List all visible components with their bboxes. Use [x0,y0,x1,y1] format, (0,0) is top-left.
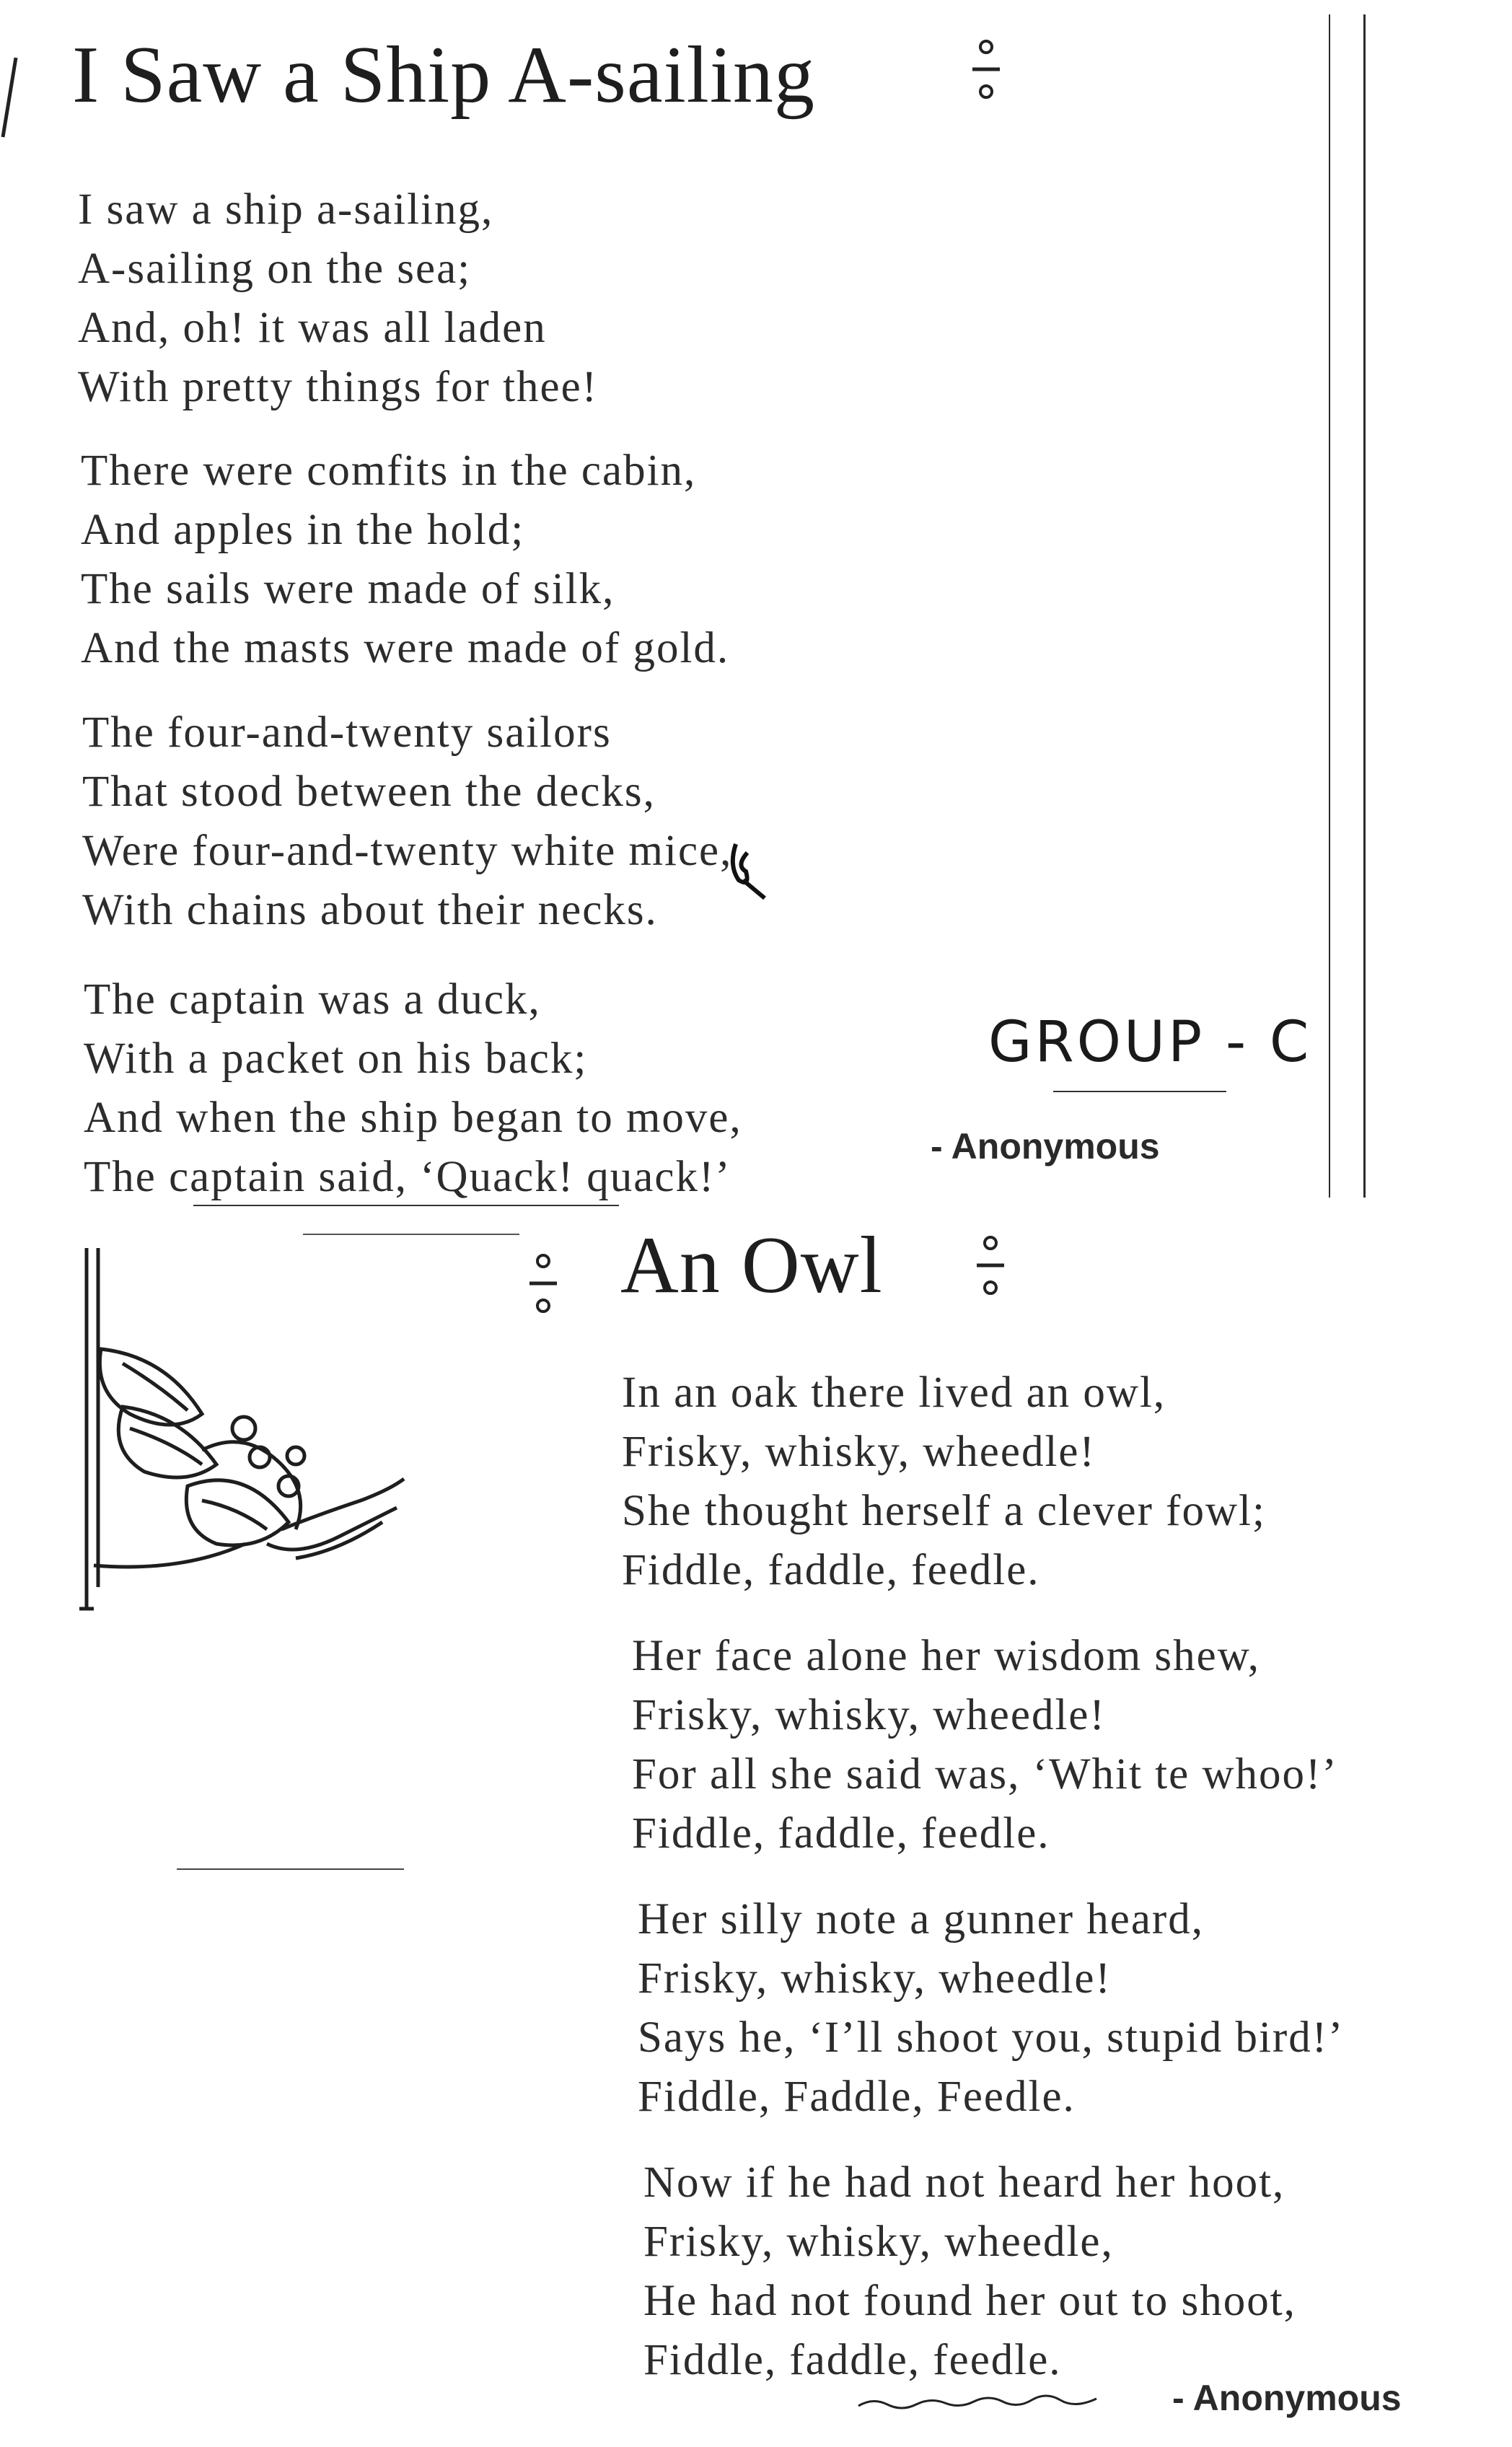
poem1-stanza-3 [82,703,732,940]
handwritten-group-annotation: GROUP - C [988,1010,1312,1075]
poem-line: Frisky, whisky, wheedle! [632,1691,1106,1739]
poem-line: Fiddle, faddle, feedle. [622,1546,1040,1594]
poem-line: Now if he had not heard her hoot, [643,2158,1285,2207]
poem2-author: - Anonymous [1172,2378,1402,2418]
poem-line: He had not found her out to shoot, [643,2277,1296,2325]
poem-line: Frisky, whisky, wheedle! [622,1428,1096,1476]
right-border-rule-outer [1363,14,1366,1198]
poem-line: And, oh! it was all laden [78,304,547,352]
poem2-stanza-3 [638,1890,1344,2127]
poem-line: Her face alone her wisdom shew, [632,1632,1261,1680]
underline-mark-2 [303,1234,519,1235]
poem-line: In an oak there lived an owl, [622,1369,1166,1417]
poem-line: With pretty things for thee! [78,363,598,411]
underline-mark [193,1205,619,1206]
handwritten-wavy-underline [858,2391,1104,2413]
poem2-stanza-4 [643,2153,1296,2390]
divider-ornament-icon [972,1234,1008,1299]
poem-line: Her silly note a gunner heard, [638,1895,1204,1943]
poem-line: Were four-and-twenty white mice, [82,827,733,875]
poem-line: Fiddle, Faddle, Feedle. [638,2073,1076,2121]
poem2-stanza-2 [632,1627,1338,1863]
right-border-rule-inner [1329,14,1330,1198]
poem-line: Frisky, whisky, wheedle, [643,2218,1114,2266]
poem-line: And when the ship began to move, [84,1094,742,1142]
poem-line: That stood between the decks, [82,768,656,816]
poem-line: She thought herself a clever fowl; [622,1487,1266,1535]
poem1-title: I Saw a Ship A-sailing [72,30,815,120]
poem-line: Fiddle, faddle, feedle. [643,2336,1062,2384]
poem-line: A-sailing on the sea; [78,245,472,293]
poem-line: Says he, ‘I’ll shoot you, stupid bird!’ [638,2013,1345,2062]
poem2-title: An Owl [620,1221,883,1310]
poem-line: Frisky, whisky, wheedle! [638,1954,1112,2003]
poem-line: With a packet on his back; [84,1034,588,1083]
poem-line: I saw a ship a-sailing, [78,185,494,234]
leaf-corner-ornament-icon [79,1248,426,1616]
poem-line: The four-and-twenty sailors [82,708,612,757]
poem-line: And the masts were made of gold. [81,624,730,672]
poem-line: There were comfits in the cabin, [81,447,697,495]
poem2-stanza-1 [622,1363,1266,1600]
poem-line: With chains about their necks. [82,886,658,934]
poem-line: Fiddle, faddle, feedle. [632,1809,1050,1858]
poem-line: For all she said was, ‘Whit te whoo!’ [632,1750,1338,1798]
poem1-stanza-4 [84,970,742,1207]
poem1-author: - Anonymous [931,1126,1160,1167]
annotation-underline [1053,1091,1226,1092]
poem-line: And apples in the hold; [81,506,525,554]
poem-line: The captain was a duck, [84,975,541,1024]
poem1-stanza-1 [78,180,598,417]
divider-short-rule [177,1868,404,1870]
poem-line: The captain said, ‘Quack! quack!’ [84,1153,731,1201]
poem-line: The sails were made of silk, [81,565,615,613]
divider-ornament-icon [968,38,1004,102]
left-edge-mark [0,58,22,144]
handwritten-pen-mark [721,837,772,902]
poem1-stanza-2 [81,441,729,678]
divider-ornament-icon [525,1252,561,1317]
